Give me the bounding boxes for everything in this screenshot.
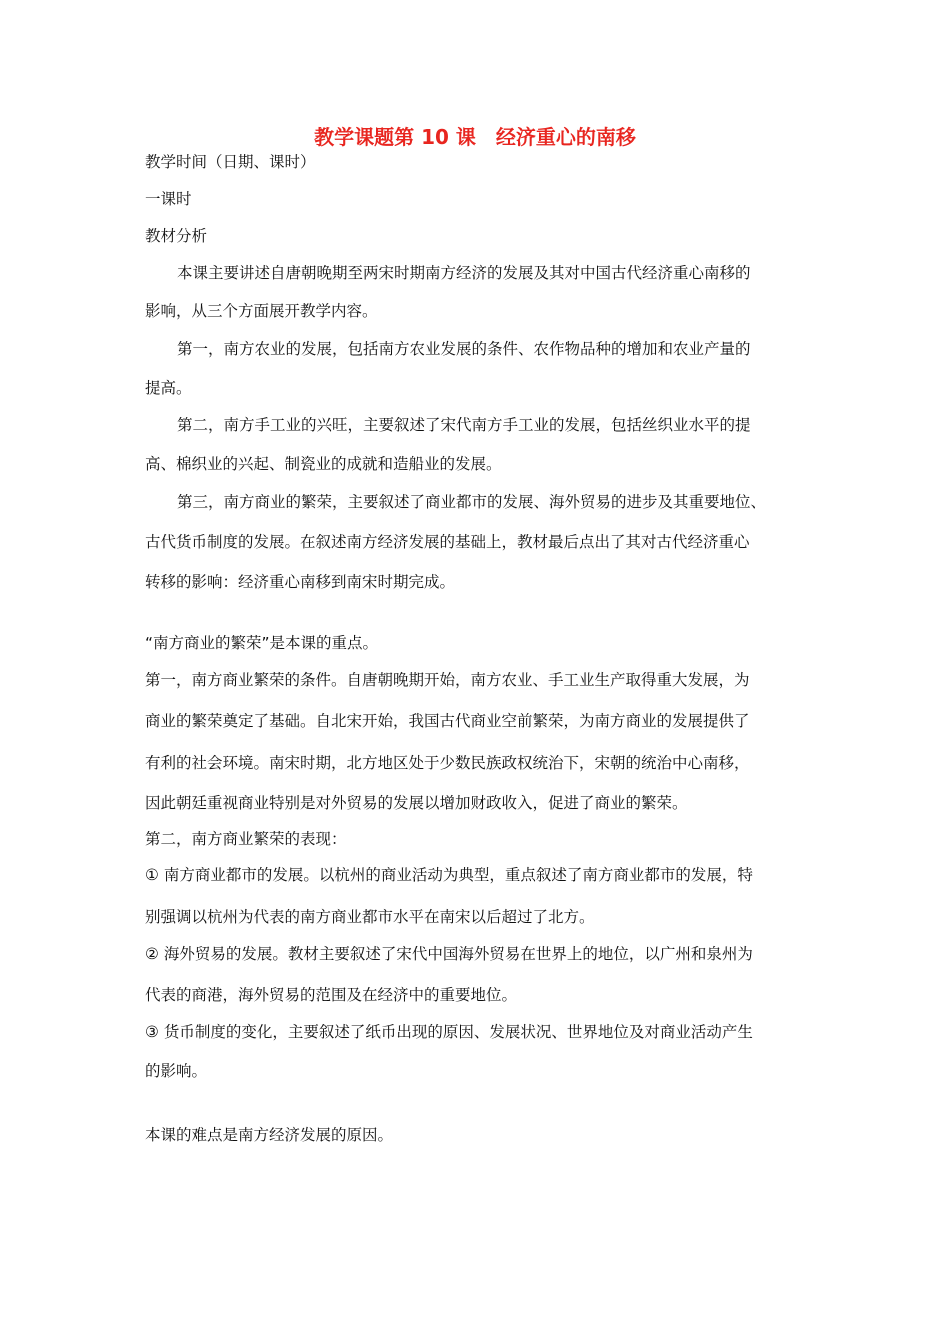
paragraph-line: 代表的商港，海外贸易的范围及在经济中的重要地位。 <box>145 986 518 1004</box>
paragraph-line: 第二，南方手工业的兴旺，主要叙述了宋代南方手工业的发展，包括丝织业水平的提 <box>177 416 751 434</box>
material-analysis-heading: 教材分析 <box>145 227 208 245</box>
paragraph-line: 古代货币制度的发展。在叙述南方经济发展的基础上，教材最后点出了其对古代经济重心 <box>145 533 750 551</box>
paragraph-line: 有利的社会环境。南宋时期，北方地区处于少数民族政权统治下，宋朝的统治中心南移， <box>145 754 750 772</box>
document-title: 教学课题第 10 课 经济重心的南移 <box>314 125 636 149</box>
class-period-text: 一课时 <box>145 190 192 208</box>
paragraph-line: 第三，南方商业的繁荣，主要叙述了商业都市的发展、海外贸易的进步及其重要地位、 <box>177 493 767 511</box>
paragraph-line: 第一，南方农业的发展，包括南方农业发展的条件、农作物品种的增加和农业产量的 <box>177 340 751 358</box>
list-item: ① 南方商业都市的发展。以杭州的商业活动为典型，重点叙述了南方商业都市的发展，特 <box>145 866 753 884</box>
paragraph-line: 本课主要讲述自唐朝晚期至两宋时期南方经济的发展及其对中国古代经济重心南移的 <box>177 264 751 282</box>
paragraph-line: 的影响。 <box>145 1062 208 1080</box>
paragraph-line: 因此朝廷重视商业特别是对外贸易的发展以增加财政收入，促进了商业的繁荣。 <box>145 794 688 812</box>
paragraph-line: 别强调以杭州为代表的南方商业都市水平在南宋以后超过了北方。 <box>145 908 595 926</box>
teaching-time-label: 教学时间（日期、课时） <box>145 153 316 171</box>
paragraph-line: 第二，南方商业繁荣的表现： <box>145 830 347 848</box>
paragraph-line: 提高。 <box>145 379 192 397</box>
paragraph-line: 第一，南方商业繁荣的条件。自唐朝晚期开始，南方农业、手工业生产取得重大发展，为 <box>145 671 750 689</box>
paragraph-line: 高、棉织业的兴起、制瓷业的成就和造船业的发展。 <box>145 455 502 473</box>
paragraph-line: 影响，从三个方面展开教学内容。 <box>145 302 378 320</box>
paragraph-line: 转移的影响：经济重心南移到南宋时期完成。 <box>145 573 456 591</box>
list-item: ② 海外贸易的发展。教材主要叙述了宋代中国海外贸易在世界上的地位，以广州和泉州为 <box>145 945 753 963</box>
difficulty-statement: 本课的难点是南方经济发展的原因。 <box>145 1126 394 1144</box>
key-point-heading: “南方商业的繁荣”是本课的重点。 <box>145 634 379 652</box>
list-item: ③ 货币制度的变化，主要叙述了纸币出现的原因、发展状况、世界地位及对商业活动产生 <box>145 1023 753 1041</box>
paragraph-line: 商业的繁荣奠定了基础。自北宋开始，我国古代商业空前繁荣，为南方商业的发展提供了 <box>145 712 750 730</box>
